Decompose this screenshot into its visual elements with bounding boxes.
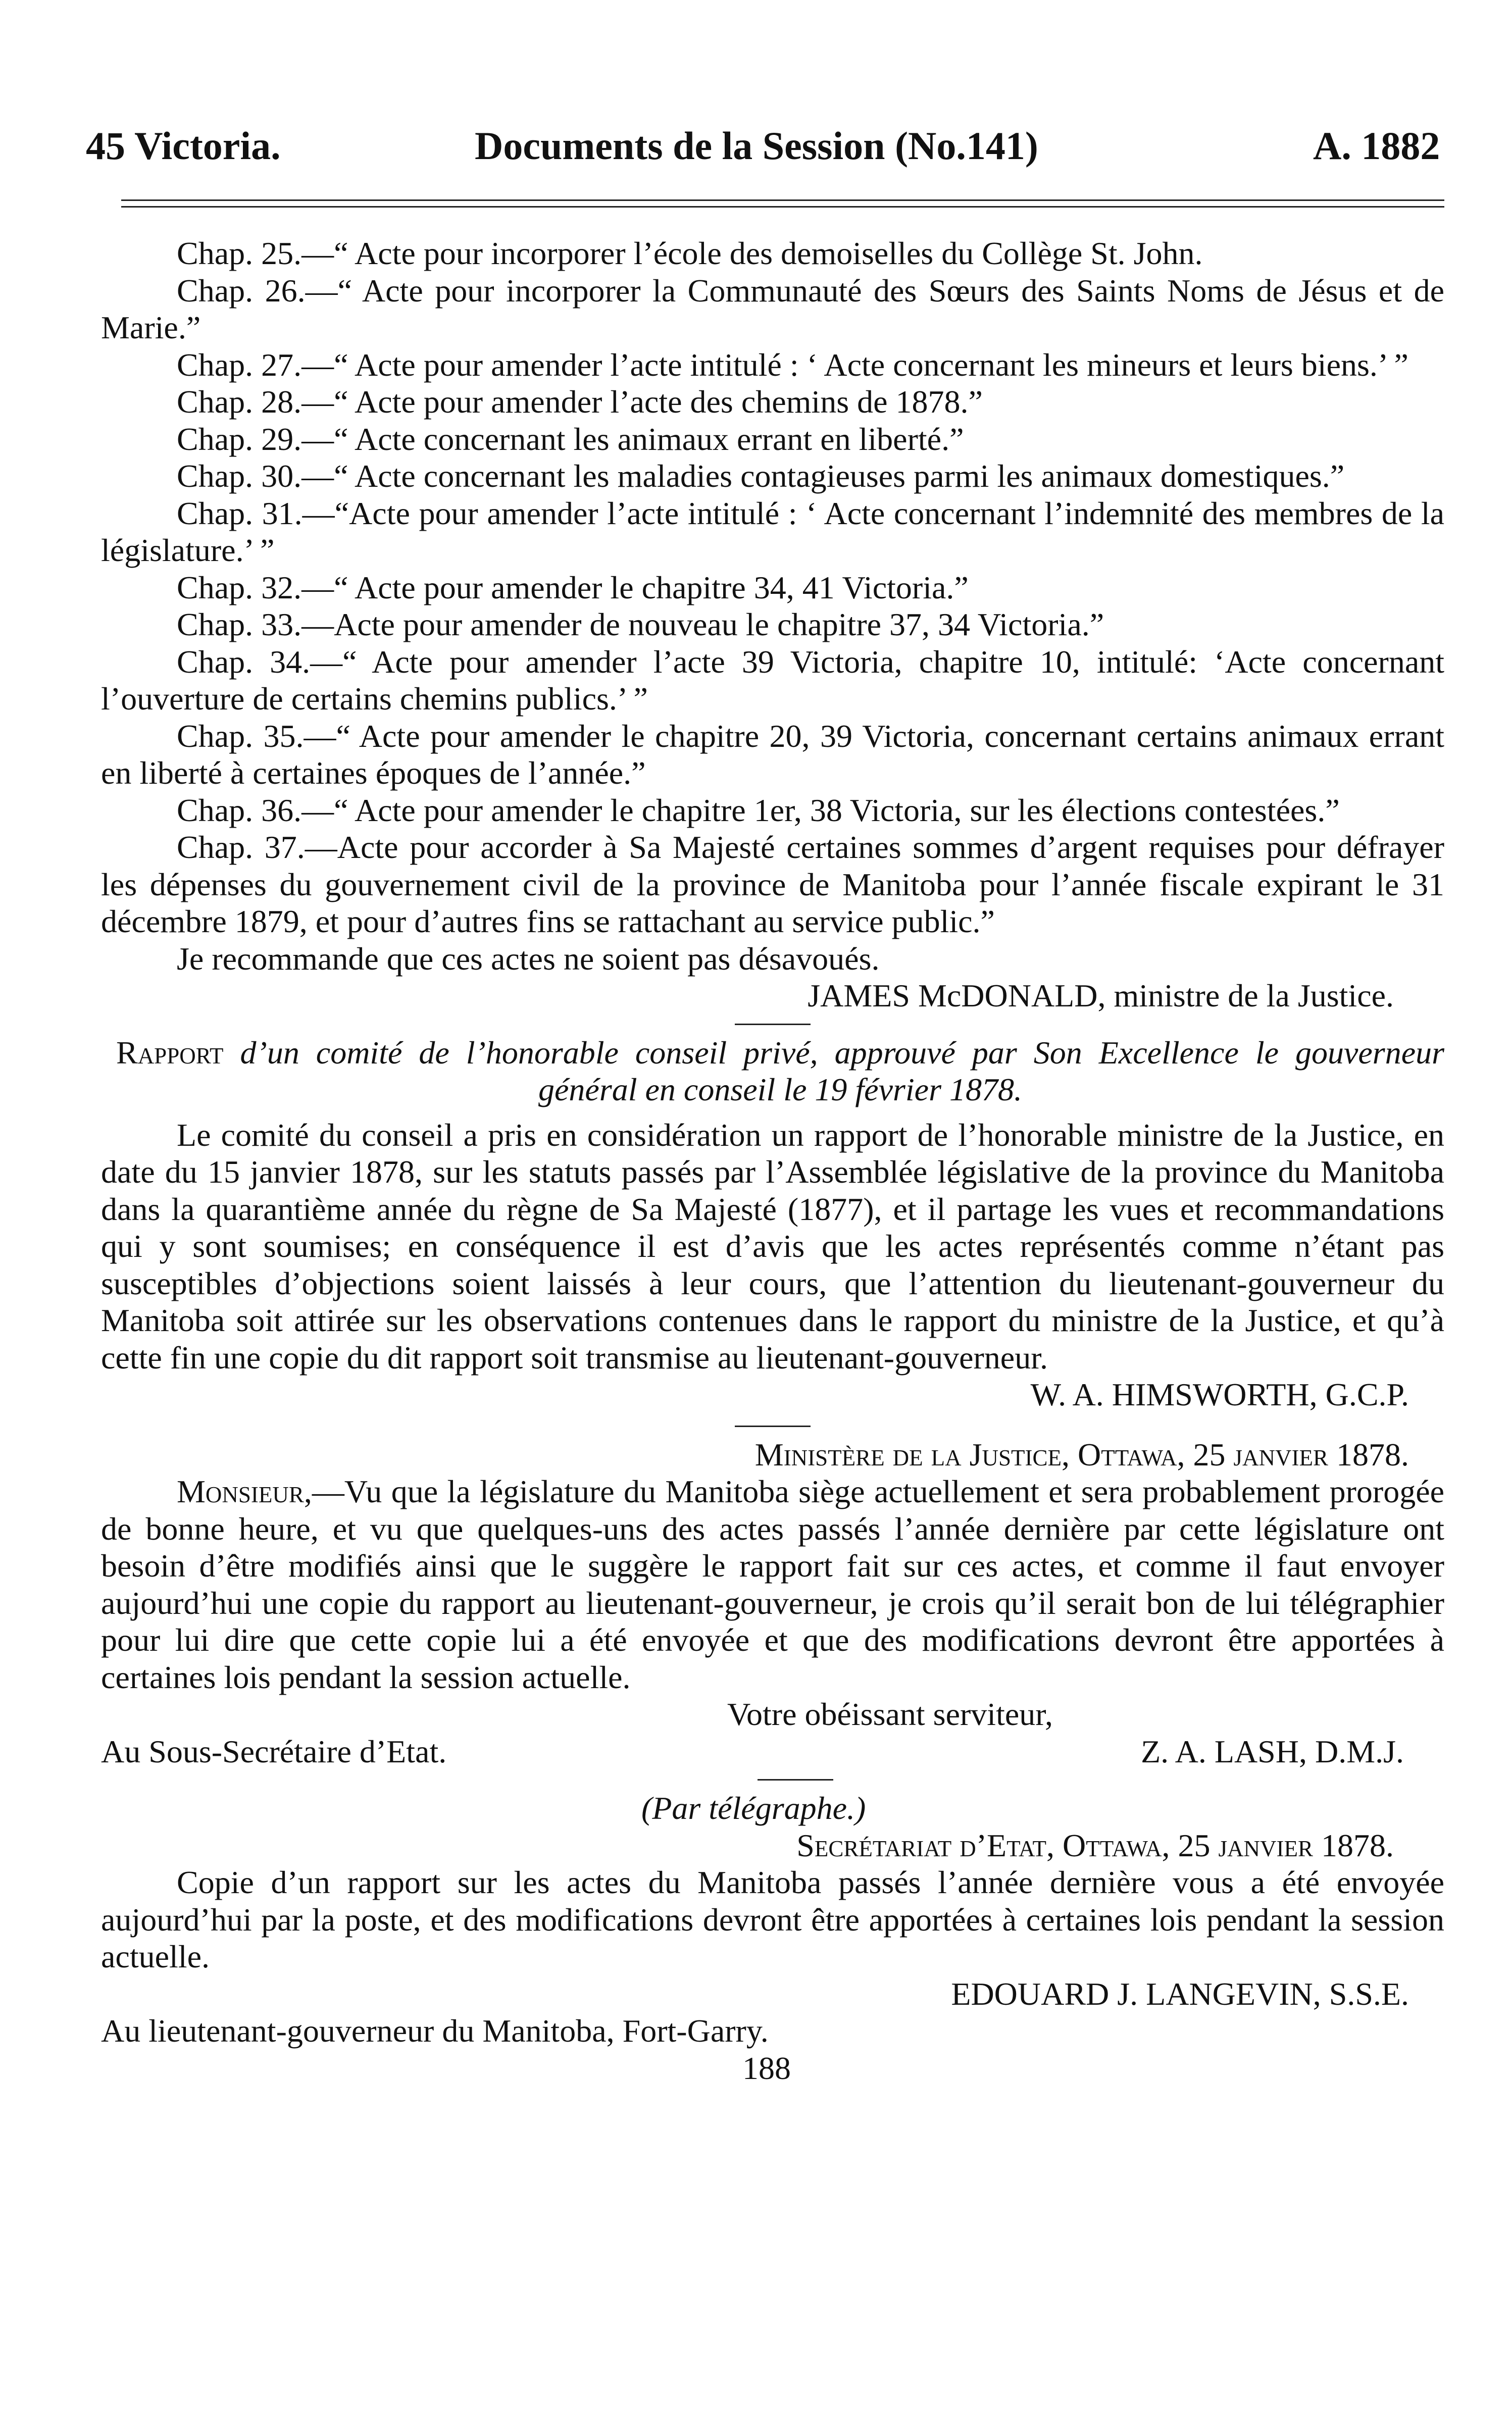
chapter-item: Chap. 30.—“ Acte concernant les maladies contagieuses parmi les animaux domestiques.” bbox=[177, 458, 1345, 494]
addressee-row bbox=[101, 1733, 1444, 1770]
chapter-item: Chap. 26.—“ Acte pour incorporer la Communauté des Sœurs des Saints Noms de Jésus et de Marie.” bbox=[101, 272, 1444, 345]
secretariat-dateline: Secrétariat d’Etat, Ottawa, 25 janvier 1878. bbox=[796, 1827, 1394, 1863]
ministere-dateline: Ministère de la Justice, Ottawa, 25 janvier 1878. bbox=[754, 1436, 1409, 1473]
chapter-item: Chap. 25.—“ Acte pour incorporer l’école des demoiselles du Collège St. John. bbox=[177, 235, 1203, 271]
monsieur-lead: Monsieur, bbox=[177, 1474, 312, 1509]
rapport-lead: Rapport bbox=[116, 1034, 224, 1071]
section-divider bbox=[735, 1426, 811, 1427]
chapter-item: Chap. 37.—Acte pour accorder à Sa Majesté certaines sommes d’argent requises pour défrayer les dépenses du gouvernement civil de la province de Manitoba pour l’année fiscale expirant le 31 décembre 1879, et pour d’autres fins se rattachant au service public.” bbox=[101, 829, 1444, 939]
header-rule-top bbox=[121, 199, 1444, 201]
section-divider bbox=[735, 1024, 811, 1025]
rapport-body: Le comité du conseil a pris en considération un rapport de l’honorable ministre de la Justice, en date du 15 janvier 1878, sur les statuts passés par l’Assemblée législative de la province du Manitoba dans la quarantième année du règne de Sa Majesté (1877), et il partage les vues et recommandations qui y sont soumises; en conséquence il est d’avis que les actes représentés comme n’étant pas susceptibles d’objections soient laissés à leur cours, que l’attention du lieutenant-gouverneur du Manitoba soit attirée sur les observations contenues dans le rapport du ministre de la Justice, et qu’à cette fin une copie du dit rapport soit transmise au lieutenant-gouverneur. bbox=[101, 1116, 1444, 1376]
addressee-sous-secretaire: Au Sous-Secrétaire d’Etat. bbox=[101, 1733, 447, 1769]
chapter-item: Chap. 33.—Acte pour amender de nouveau le chapitre 37, 34 Victoria.” bbox=[177, 606, 1104, 642]
section-divider bbox=[758, 1779, 833, 1781]
chapter-item: Chap. 32.—“ Acte pour amender le chapitre 34, 41 Victoria.” bbox=[177, 569, 969, 605]
rapport-title: d’un comité de l’honorable conseil privé, approuvé par Son Excellence le gouverneur général en conseil le 19 février 1878. bbox=[240, 1034, 1445, 1107]
addressee-lieutenant-gouverneur: Au lieutenant-gouverneur du Manitoba, Fort-Garry. bbox=[101, 2013, 769, 2049]
header-center: Documents de la Session (No.141) bbox=[475, 124, 1038, 168]
closing: Votre obéissant serviteur, bbox=[727, 1696, 1053, 1732]
recommendation: Je recommande que ces actes ne soient pas désavoués. bbox=[177, 940, 880, 977]
signature-mcdonald: JAMES McDONALD, ministre de la Justice. bbox=[808, 978, 1394, 1013]
chapter-item: Chap. 34.—“ Acte pour amender l’acte 39 Victoria, chapitre 10, intitulé: ‘Acte concernant l’ouverture de certains chemins publics.’ ” bbox=[101, 643, 1444, 717]
signature-himsworth: W. A. HIMSWORTH, G.C.P. bbox=[1030, 1377, 1409, 1412]
monsieur-letter bbox=[101, 1473, 1444, 1696]
chapter-item: Chap. 36.—“ Acte pour amender le chapitre 1er, 38 Victoria, sur les élections contestées.” bbox=[177, 792, 1340, 828]
header-rule-bottom bbox=[121, 206, 1444, 208]
chapter-item: Chap. 27.—“ Acte pour amender l’acte intitulé : ‘ Acte concernant les mineurs et leurs biens.’ ” bbox=[177, 346, 1408, 383]
signature-lash: Z. A. LASH, D.M.J. bbox=[1141, 1733, 1404, 1769]
telegraph-note: (Par télégraphe.) bbox=[641, 1790, 866, 1826]
telegraph-body: Copie d’un rapport sur les actes du Manitoba passés l’année dernière vous a été envoyée aujourd’hui par la poste, et des modifications devront être apportées à certaines lois pendant la session actuelle. bbox=[101, 1864, 1444, 1974]
rapport-heading bbox=[101, 1034, 1444, 1108]
signature-langevin: EDOUARD J. LANGEVIN, S.S.E. bbox=[951, 1975, 1409, 2012]
monsieur-body: —Vu que la législature du Manitoba siège actuellement et sera probablement prorogée de bonne heure, et vu que quelques-uns des actes passés l’année dernière par cette législature ont besoin d’être modifiés ainsi que le suggère le rapport fait sur ces actes, et comme il faut envoyer aujourd’hui une copie du rapport au lieutenant-gouverneur, je crois qu’il serait bon de lui télégraphier pour lui dire que cette copie lui a été envoyée et que des modifications devront être apportées à certaines lois pendant la session actuelle. bbox=[101, 1474, 1444, 1695]
chapter-item: Chap. 35.—“ Acte pour amender le chapitre 20, 39 Victoria, concernant certains animaux errant en liberté à certaines époques de l’année.” bbox=[101, 718, 1444, 791]
page-number: 188 bbox=[742, 2050, 791, 2086]
document-body bbox=[101, 235, 1444, 2087]
header-right: A. 1882 bbox=[1313, 124, 1440, 168]
chapter-list bbox=[101, 235, 1444, 940]
chapter-item: Chap. 28.—“ Acte pour amender l’acte des chemins de 1878.” bbox=[177, 384, 983, 420]
header-left: 45 Victoria. bbox=[86, 124, 281, 168]
chapter-item: Chap. 29.—“ Acte concernant les animaux errant en liberté.” bbox=[177, 421, 964, 457]
chapter-item: Chap. 31.—“Acte pour amender l’acte intitulé : ‘ Acte concernant l’indemnité des membres de la législature.’ ” bbox=[101, 495, 1444, 568]
